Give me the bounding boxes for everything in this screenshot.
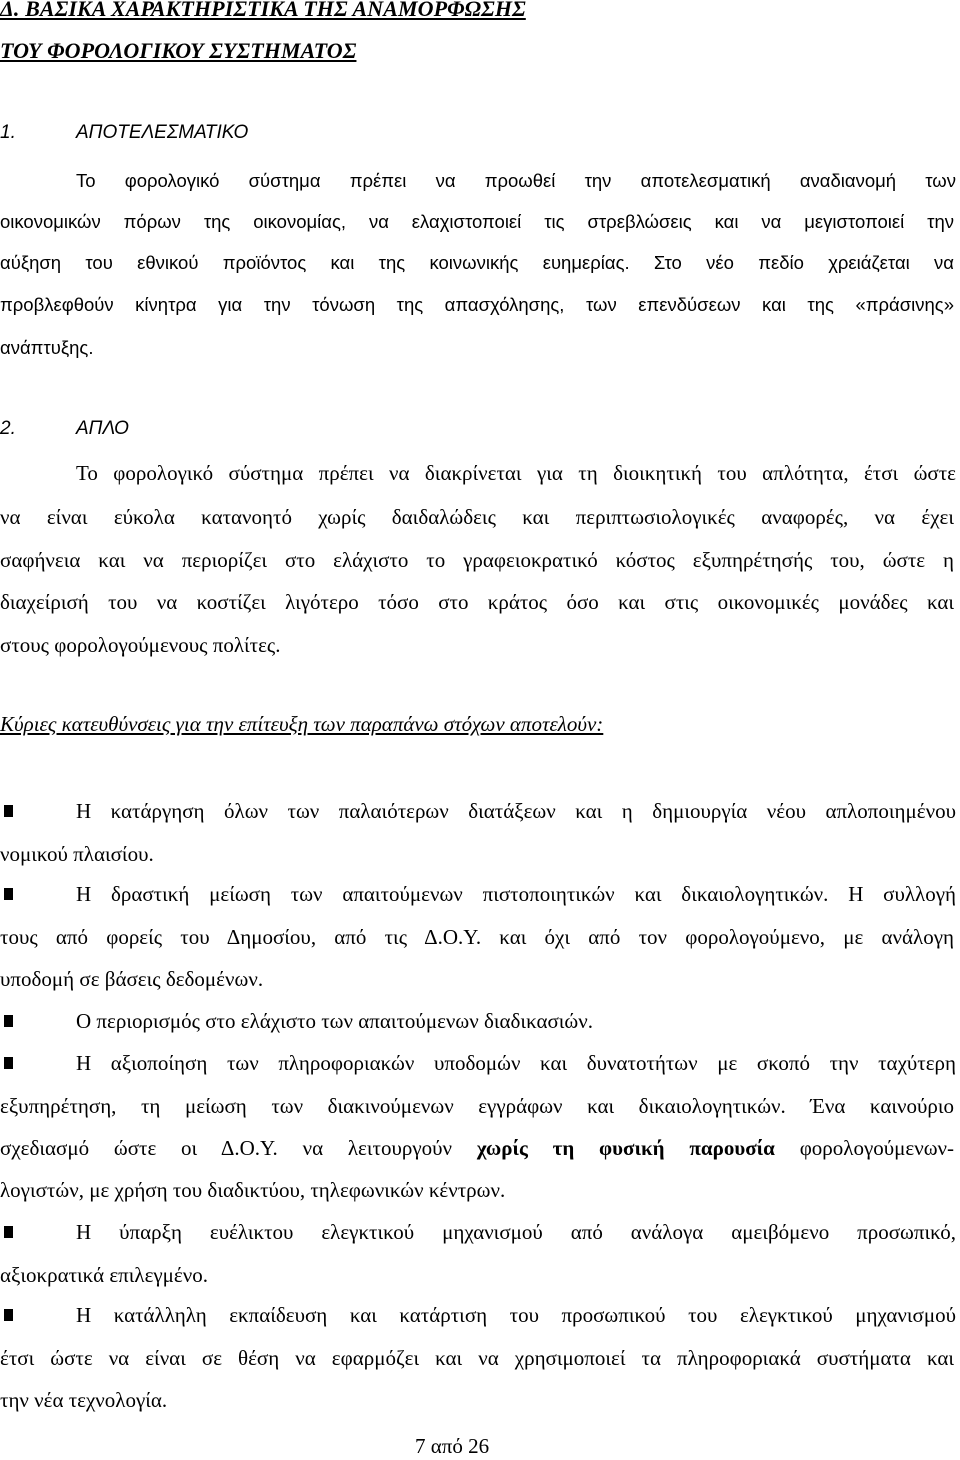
section-2-heading: ΑΠΛΟ: [76, 418, 129, 439]
bullet-4-line: εξυπηρέτηση, τη μείωση των διακινούμενων εγγράφων και δικαιολογητικών. Ένα καινούριο: [0, 1094, 954, 1118]
bullet-3-line: Ο περιορισμός στο ελάχιστο των απαιτούμενων διαδικασιών.: [76, 1009, 594, 1033]
bullet-4-text: φορολογούμενων-: [799, 1136, 955, 1160]
section-1-line: ανάπτυξης.: [0, 337, 94, 358]
bullet-2-line: υποδομή σε βάσεις δεδομένων.: [0, 967, 264, 991]
bullet-6-line: έτσι ώστε να είναι σε θέση να εφαρμόζει και να χρησιμοποιεί τα πληροφοριακά συστήματα και: [0, 1346, 954, 1370]
bullet-1-line: Η κατάργηση όλων των παλαιότερων διατάξεων και η δημιουργία νέου απλοποιημένου: [76, 799, 956, 823]
section-1-line: Το φορολογικό σύστημα πρέπει να προωθεί την αποτελεσματική αναδιανομή των: [76, 170, 956, 191]
section-2-line: διαχείρισή του να κοστίζει λιγότερο τόσο στο κράτος όσο και στις οικονομικές μονάδες και: [0, 590, 954, 614]
square-bullet-icon: [4, 1015, 13, 1027]
section-1-line: αύξηση του εθνικού προϊόντος και της κοινωνικής ευημερίας. Στο νέο πεδίο χρειάζεται να: [0, 252, 954, 273]
section-2-line: Το φορολογικό σύστημα πρέπει να διακρίνεται για τη διοικητική του απλότητα, έτσι ώστε: [76, 461, 956, 485]
square-bullet-icon: [4, 1057, 13, 1069]
document-title-line-1: Δ. ΒΑΣΙΚΑ ΧΑΡΑΚΤΗΡΙΣΤΙΚΑ ΤΗΣ ΑΝΑΜΟΡΦΩΣΗΣ: [0, 0, 526, 21]
bullet-2-line: τους από φορείς του Δημοσίου, από τις Δ.Ο.Υ. και όχι από τον φορολογούμενο, με ανάλογη: [0, 925, 954, 949]
page-number: 7 από 26: [415, 1434, 490, 1458]
section-1-number: 1.: [0, 122, 16, 143]
bullet-6-line: την νέα τεχνολογία.: [0, 1388, 168, 1412]
section-2-line: σαφήνεια και να περιορίζει στο ελάχιστο το γραφειοκρατικό κόστος εξυπηρέτησής του, ώστε η: [0, 548, 954, 572]
bullet-6-line: Η κατάλληλη εκπαίδευση και κατάρτιση του προσωπικού του ελεγκτικού μηχανισμού: [76, 1303, 956, 1327]
section-1-heading: ΑΠΟΤΕΛΕΣΜΑΤΙΚΟ: [76, 122, 249, 143]
bullet-4-line: λογιστών, με χρήση του διαδικτύου, τηλεφωνικών κέντρων.: [0, 1178, 506, 1202]
bullet-4-line: Η αξιοποίηση των πληροφοριακών υποδομών και δυνατοτήτων με σκοπό την ταχύτερη: [76, 1051, 956, 1075]
section-2-number: 2.: [0, 418, 16, 439]
bullet-5-line: Η ύπαρξη ευέλικτου ελεγκτικού μηχανισμού από ανάλογα αμειβόμενο προσωπικό,: [76, 1220, 956, 1244]
document-title-line-2: ΤΟΥ ΦΟΡΟΛΟΓΙΚΟΥ ΣΥΣΤΗΜΑΤΟΣ: [0, 38, 357, 63]
bullet-5-line: αξιοκρατικά επιλεγμένο.: [0, 1263, 208, 1287]
bullet-2-line: Η δραστική μείωση των απαιτούμενων πιστοποιητικών και δικαιολογητικών. Η συλλογή: [76, 882, 956, 906]
square-bullet-icon: [4, 805, 13, 817]
section-2-line: να είναι εύκολα κατανοητό χωρίς δαιδαλώδεις και περιπτωσιολογικές αναφορές, να έχει: [0, 505, 954, 529]
bullet-4-text: σχεδιασμό ώστε οι Δ.Ο.Υ. να λειτουργούν: [0, 1136, 453, 1160]
directions-heading: Κύριες κατευθύνσεις για την επίτευξη των παραπάνω στόχων αποτελούν:: [0, 712, 604, 736]
section-1-line: προβλεφθούν κίνητρα για την τόνωση της απασχόλησης, των επενδύσεων και της «πράσινης»: [0, 294, 954, 315]
section-1-line: οικονομικών πόρων της οικονομίας, να ελαχιστοποιεί τις στρεβλώσεις και να μεγιστοποιεί την: [0, 211, 954, 232]
bullet-4-bold-phrase: χωρίς τη φυσική παρουσία: [476, 1136, 775, 1160]
bullet-4-line-mixed: [0, 1135, 954, 1161]
square-bullet-icon: [4, 888, 13, 900]
square-bullet-icon: [4, 1226, 13, 1238]
square-bullet-icon: [4, 1309, 13, 1321]
section-2-line: στους φορολογούμενους πολίτες.: [0, 633, 281, 657]
bullet-1-line: νομικού πλαισίου.: [0, 842, 154, 866]
